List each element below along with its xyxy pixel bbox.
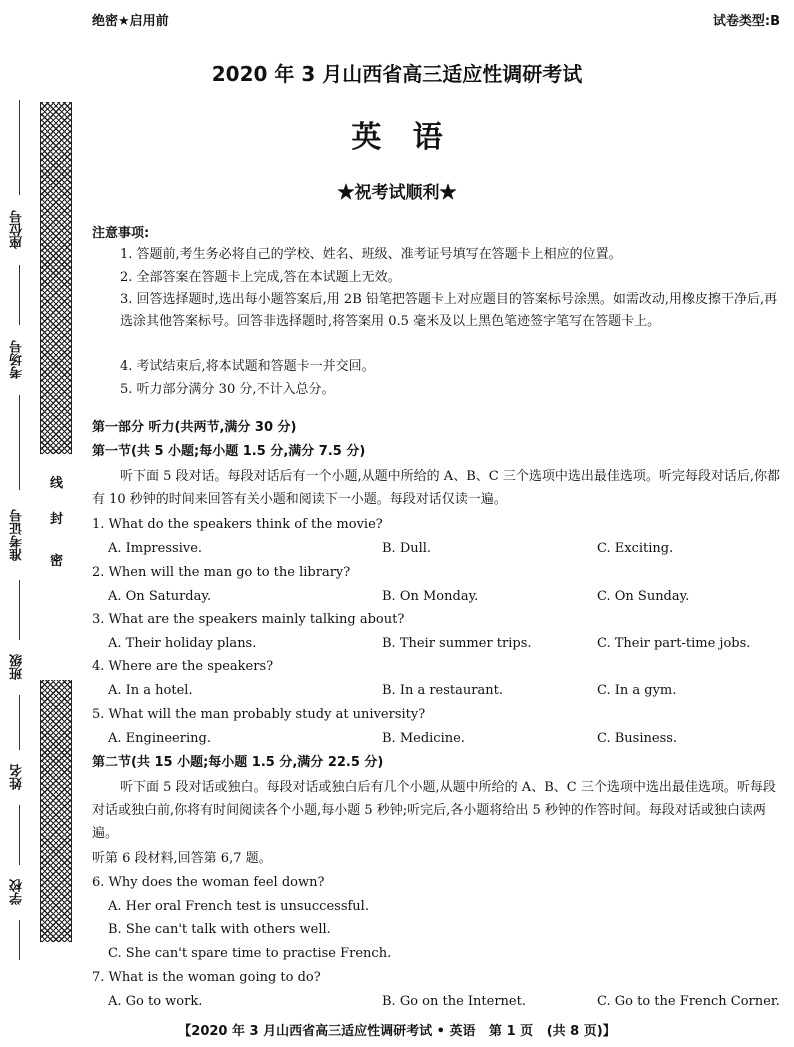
school-label: 学校 (10, 879, 25, 906)
question-5: 5. What will the man probably study at university? (92, 707, 426, 722)
section1-title: 第一节(共 5 小题;每小题 1.5 分,满分 7.5 分) (92, 444, 366, 459)
section1-instruction: 听下面 5 段对话。每段对话后有一个小题,从题中所给的 A、B、C 三个选项中选出最佳选项。听完每段对话后,你都有 10 秒钟的时间来回答有关小题和阅读下一小题。每段对话仅读一遍。 (92, 469, 780, 507)
question-6: 6. Why does the woman feel down? (92, 875, 325, 890)
notice-item-5: 5. 听力部分满分 30 分,不计入总分。 (120, 382, 335, 397)
section2-title: 第二节(共 15 小题;每小题 1.5 分,满分 22.5 分) (92, 755, 384, 770)
question-3: 3. What are the speakers mainly talking about? (92, 612, 405, 627)
subject-title: 英 语 (351, 120, 443, 155)
seat-number-label: 座位号 (10, 210, 25, 250)
q4-option-b: B. In a restaurant. (382, 683, 503, 698)
q3-option-c: C. Their part-time jobs. (597, 636, 751, 651)
q2-option-b: B. On Monday. (382, 589, 479, 604)
q7-option-c: C. Go to the French Corner. (597, 994, 780, 1009)
seal-char-feng: 封 (50, 512, 64, 527)
material-6-note: 听第 6 段材料,回答第 6,7 题。 (92, 851, 272, 866)
q7-option-a: A. Go to work. (108, 994, 203, 1009)
q3-option-a: A. Their holiday plans. (108, 636, 257, 651)
q5-option-c: C. Business. (597, 731, 678, 746)
exam-room-label: 考场号 (10, 340, 25, 380)
part1-title: 第一部分 听力(共两节,满分 30 分) (92, 420, 297, 435)
q1-option-a: A. Impressive. (108, 541, 203, 556)
seal-pattern-bottom (40, 680, 72, 942)
q4-option-a: A. In a hotel. (108, 683, 193, 698)
notice-item-3: 3. 回答选择题时,选出每小题答案后,用 2B 铅笔把答题卡上对应题目的答案标号涂黑。如需改动,用橡皮擦干净后,再选涂其他答案标号。回答非选择题时,将答案用 0.5 毫米及以上黑色笔迹签字笔写在答题卡上。 (120, 292, 778, 329)
paper-type-label: 试卷类型:B (712, 14, 780, 29)
seal-char-mi: 密 (50, 554, 64, 569)
seal-char-xian: 线 (50, 476, 64, 491)
q1-option-c: C. Exciting. (597, 541, 674, 556)
q6-option-c: C. She can't spare time to practise French. (108, 946, 392, 961)
notice-title: 注意事项: (92, 226, 150, 241)
q5-option-a: A. Engineering. (108, 731, 211, 746)
q3-option-b: B. Their summer trips. (382, 636, 532, 651)
class-label: 班级 (10, 654, 25, 681)
seal-pattern-top (40, 102, 72, 454)
page-footer: 【2020 年 3 月山西省高三适应性调研考试 • 英语 第 1 页 (共 8 页)】 (178, 1024, 616, 1039)
q4-option-c: C. In a gym. (597, 683, 677, 698)
q5-option-b: B. Medicine. (382, 731, 465, 746)
question-7: 7. What is the woman going to do? (92, 970, 321, 985)
q1-option-b: B. Dull. (382, 541, 432, 556)
secret-label: 绝密★启用前 (92, 14, 169, 29)
q2-option-c: C. On Sunday. (597, 589, 690, 604)
notice-item-4: 4. 考试结束后,将本试题和答题卡一并交回。 (120, 359, 375, 374)
notice-item-1: 1. 答题前,考生务必将自己的学校、姓名、班级、准考证号填写在答题卡上相应的位置。 (120, 247, 622, 262)
exam-title: 2020 年 3 月山西省高三适应性调研考试 (211, 62, 583, 86)
name-label: 姓名 (10, 764, 25, 791)
wish-line: ★祝考试顺利★ (337, 183, 457, 203)
question-2: 2. When will the man go to the library? (92, 565, 351, 580)
q6-option-a: A. Her oral French test is unsuccessful. (108, 899, 369, 914)
q6-option-b: B. She can't talk with others well. (108, 922, 331, 937)
question-1: 1. What do the speakers think of the movie? (92, 517, 383, 532)
q7-option-b: B. Go on the Internet. (382, 994, 526, 1009)
question-4: 4. Where are the speakers? (92, 659, 274, 674)
notice-item-2: 2. 全部答案在答题卡上完成,答在本试题上无效。 (120, 270, 401, 285)
admission-number-label: 准考证号 (10, 509, 25, 561)
q2-option-a: A. On Saturday. (108, 589, 212, 604)
section2-instruction: 听下面 5 段对话或独白。每段对话或独白后有几个小题,从题中所给的 A、B、C 三个选项中选出最佳选项。听每段对话或独白前,你将有时间阅读各个小题,每小题 5 秒钟;听完后,各小题将给出 5 秒钟的作答时间。每段对话或独白读两遍。 (92, 780, 776, 841)
